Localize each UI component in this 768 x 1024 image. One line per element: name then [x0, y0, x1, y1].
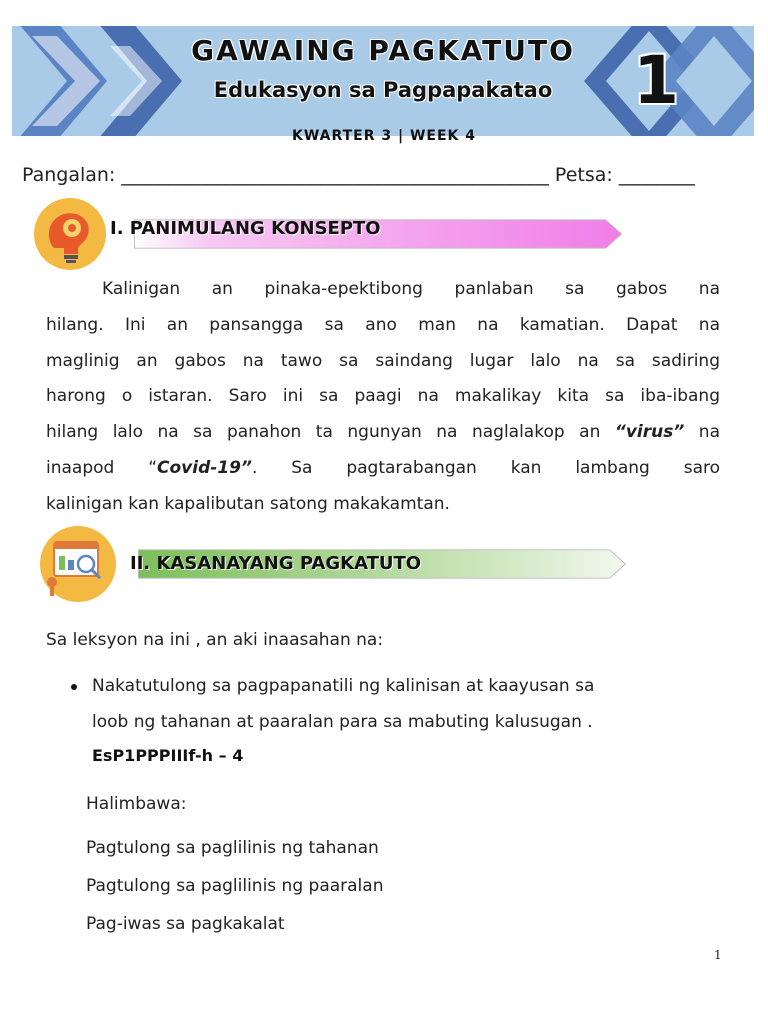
brain-lightbulb-icon: [34, 198, 106, 270]
paragraph-line: kalinigan kan kapalibutan satong makakamtan.: [46, 493, 450, 514]
example-item: Pagtulong sa paglilinis ng tahanan: [86, 838, 379, 858]
subject-subtitle: Edukasyon sa Pagpapakatao: [213, 78, 553, 102]
paragraph-line: Kalinigan an pinaka-epektibong panlaban sa gabos na: [102, 279, 720, 299]
section-2-header: [34, 526, 664, 606]
name-date-line: Pangalan: _____________________________________________ Petsa: ________: [22, 164, 695, 186]
page-number: 1: [714, 948, 722, 962]
quarter-week-label: KWARTER 3 | WEEK 4: [291, 128, 477, 144]
paragraph-line: maglinig an gabos na tawo sa saindang lugar lalo na sa sadiring: [46, 350, 720, 371]
virus-term: “virus”: [614, 422, 685, 443]
paragraph-text: . Sa pagtarabangan kan lambang saro: [251, 457, 721, 478]
example-label: Halimbawa:: [86, 794, 187, 814]
objective-line-2: loob ng tahanan at paaralan para sa mabuting kalusugan .: [92, 712, 593, 732]
paragraph-line: hilang. Ini an pansangga sa ano man na kamatian. Dapat na: [46, 314, 720, 335]
objective-line-1: Nakatutulong sa pagpapanatili ng kalinisan at kaayusan sa: [92, 676, 595, 696]
analytics-board-icon: [40, 526, 116, 602]
worksheet-title: GAWAING PAGKATUTO: [191, 34, 575, 67]
section-1-header: [34, 198, 664, 278]
covid-term: Covid-19”: [157, 457, 252, 478]
objective-intro: Sa leksyon na ini , an aki inaasahan na:: [46, 630, 384, 650]
paragraph-line: harong o istaran. Saro ini sa paagi na makalikay kita sa iba-ibang: [46, 386, 720, 407]
section-1-paragraph: [46, 272, 720, 523]
paragraph-text: hilang lalo na sa panahon ta ngunyan na naglalakop an: [46, 422, 615, 443]
paragraph-text: na: [684, 422, 720, 443]
section-1-title: I. PANIMULANG KONSEPTO: [110, 218, 381, 239]
header-banner: [12, 26, 754, 136]
example-item: Pagtulong sa paglilinis ng paaralan: [86, 876, 384, 896]
competency-code: EsP1PPPIIIf-h – 4: [92, 746, 244, 765]
bullet-point: [71, 684, 77, 690]
section-2-title: II. KASANAYANG PAGKATUTO: [130, 553, 422, 574]
grade-number: 1: [633, 42, 679, 119]
example-item: Pag-iwas sa pagkakalat: [86, 914, 285, 934]
paragraph-text: inaapod “: [46, 457, 158, 478]
